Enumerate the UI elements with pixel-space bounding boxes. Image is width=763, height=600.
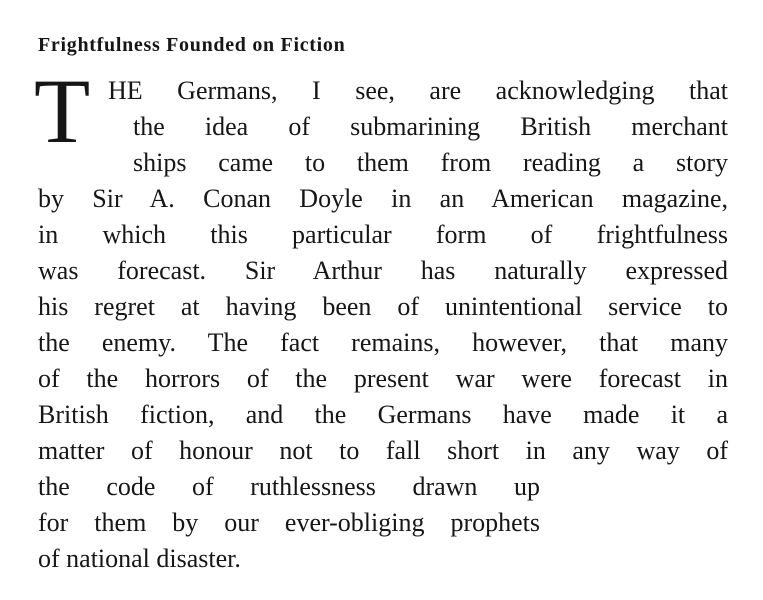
body-line-2: the idea of submarining British merchant: [133, 112, 728, 141]
body-line-1: HE Germans, I see, are acknowledging that: [108, 76, 728, 105]
body-line-7: his regret at having been of unintentional service to: [38, 292, 728, 321]
body-line-3: ships came to them from reading a story: [133, 148, 728, 177]
body-line-8: the enemy. The fact remains, however, that many: [38, 328, 728, 357]
body-line-5: in which this particular form of frightfulness: [38, 220, 728, 249]
drop-cap-letter: T: [34, 60, 91, 162]
body-line-9: of the horrors of the present war were forecast in: [38, 364, 728, 393]
body-line-13: for them by our ever-obliging prophets: [38, 508, 540, 537]
body-line-14: of national disaster.: [38, 544, 241, 573]
body-line-4: by Sir A. Conan Doyle in an American magazine,: [38, 184, 728, 213]
body-line-6: was forecast. Sir Arthur has naturally expressed: [38, 256, 728, 285]
body-line-12: the code of ruthlessness drawn up: [38, 472, 540, 501]
article-heading: Frightfulness Founded on Fiction: [38, 34, 346, 56]
body-line-11: matter of honour not to fall short in any way of: [38, 436, 728, 465]
body-line-10: British fiction, and the Germans have made it a: [38, 400, 728, 429]
